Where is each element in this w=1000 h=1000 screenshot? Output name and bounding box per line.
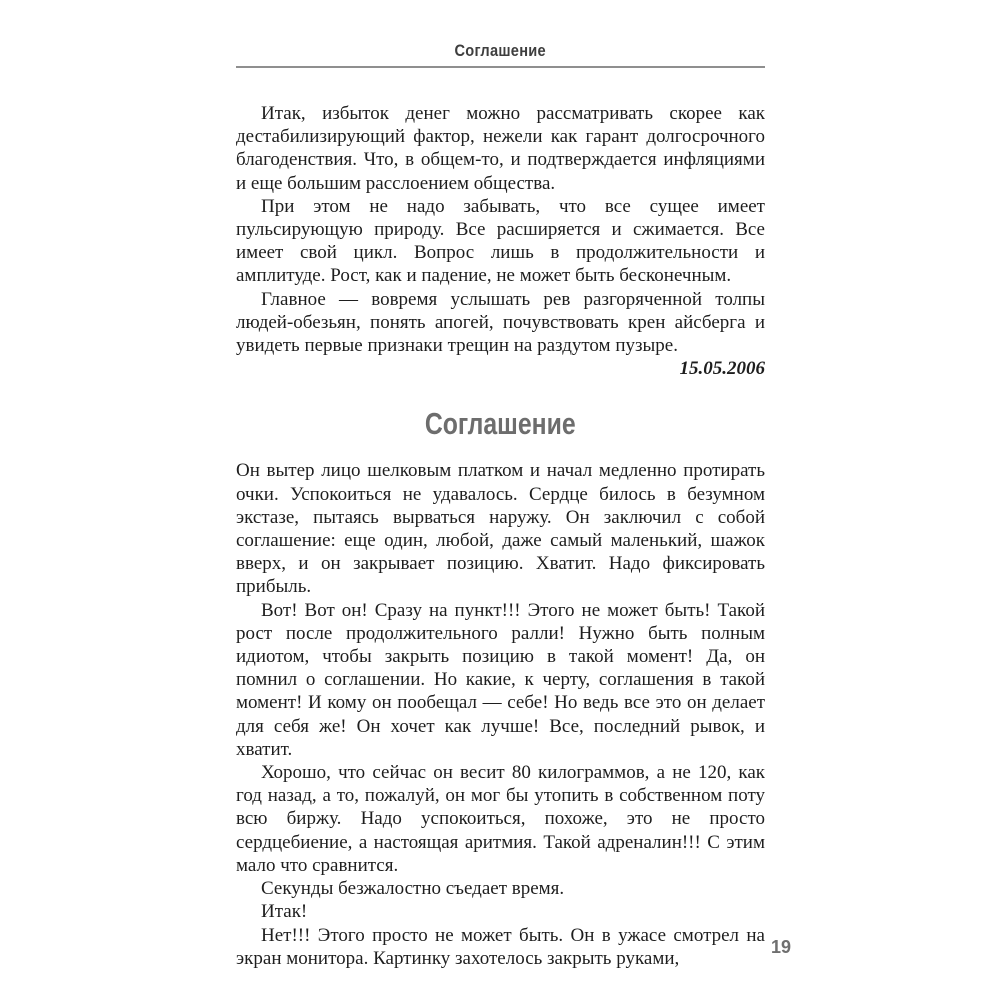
- chapter-paragraph: Вот! Вот он! Сразу на пункт!!! Этого не может быть! Такой рост после продолжительного ралли! Нужно быть полным идиотом, чтобы закрыть позицию в такой момент! Да, он помнил о соглашении. Но какие, к черту, соглашения в такой момент! И кому он пообещал — себе! Но ведь все это он делает для себя же! Он хочет как лучше! Все, последний рывок, и хватит.: [236, 599, 765, 760]
- chapter-paragraph: Секунды безжалостно съедает время.: [261, 878, 565, 900]
- running-header: [236, 41, 765, 61]
- chapter-title-text: Соглашение: [425, 406, 576, 442]
- header-rule: [236, 66, 765, 68]
- intro-paragraph: Главное — вовремя услышать рев разгоряченной толпы людей-обезьян, понять апогей, почувствовать крен айсберга и увидеть первые признаки трещин на раздутом пузыре.: [236, 288, 765, 357]
- running-header-title: Соглашение: [454, 41, 547, 60]
- chapter-paragraph: Итак!: [261, 901, 308, 923]
- text-column: [236, 102, 765, 970]
- page-number: 19: [770, 937, 791, 957]
- intro-paragraph: При этом не надо забывать, что все сущее имеет пульсирующую природу. Все расширяется и сжимается. Все имеет свой цикл. Вопрос лишь в продолжительности и амплитуде. Рост, как и падение, не может быть бесконечным.: [236, 195, 765, 287]
- chapter-paragraph: Хорошо, что сейчас он весит 80 килограммов, а не 120, как год назад, а то, пожалуй, он мог бы утопить в собственном поту всю биржу. Надо успокоиться, похоже, это не просто сердцебиение, а настоящая аритмия. Такой адреналин!!! С этим мало что сравнится.: [236, 762, 765, 876]
- chapter-paragraph: Нет!!! Этого просто не может быть. Он в ужасе смотрел на экран монитора. Картинку захотелось закрыть руками,: [236, 924, 765, 969]
- chapter-paragraph: Он вытер лицо шелковым платком и начал медленно протирать очки. Успокоиться не удавалось. Сердце билось в безумном экстазе, пытаясь вырваться наружу. Он заключил с собой соглашение: еще один, любой, даже самый маленький, шажок вверх, и он закрывает позицию. Хватит. Надо фиксировать прибыль.: [236, 460, 765, 598]
- chapter-title: [236, 406, 765, 442]
- intro-paragraph: Итак, избыток денег можно рассматривать скорее как дестабилизирующий фактор, нежели как гарант долгосрочного благоденствия. Что, в общем-то, и подтверждается инфляциями и еще большим расслоением общества.: [236, 103, 765, 194]
- entry-date: 15.05.2006: [679, 358, 765, 380]
